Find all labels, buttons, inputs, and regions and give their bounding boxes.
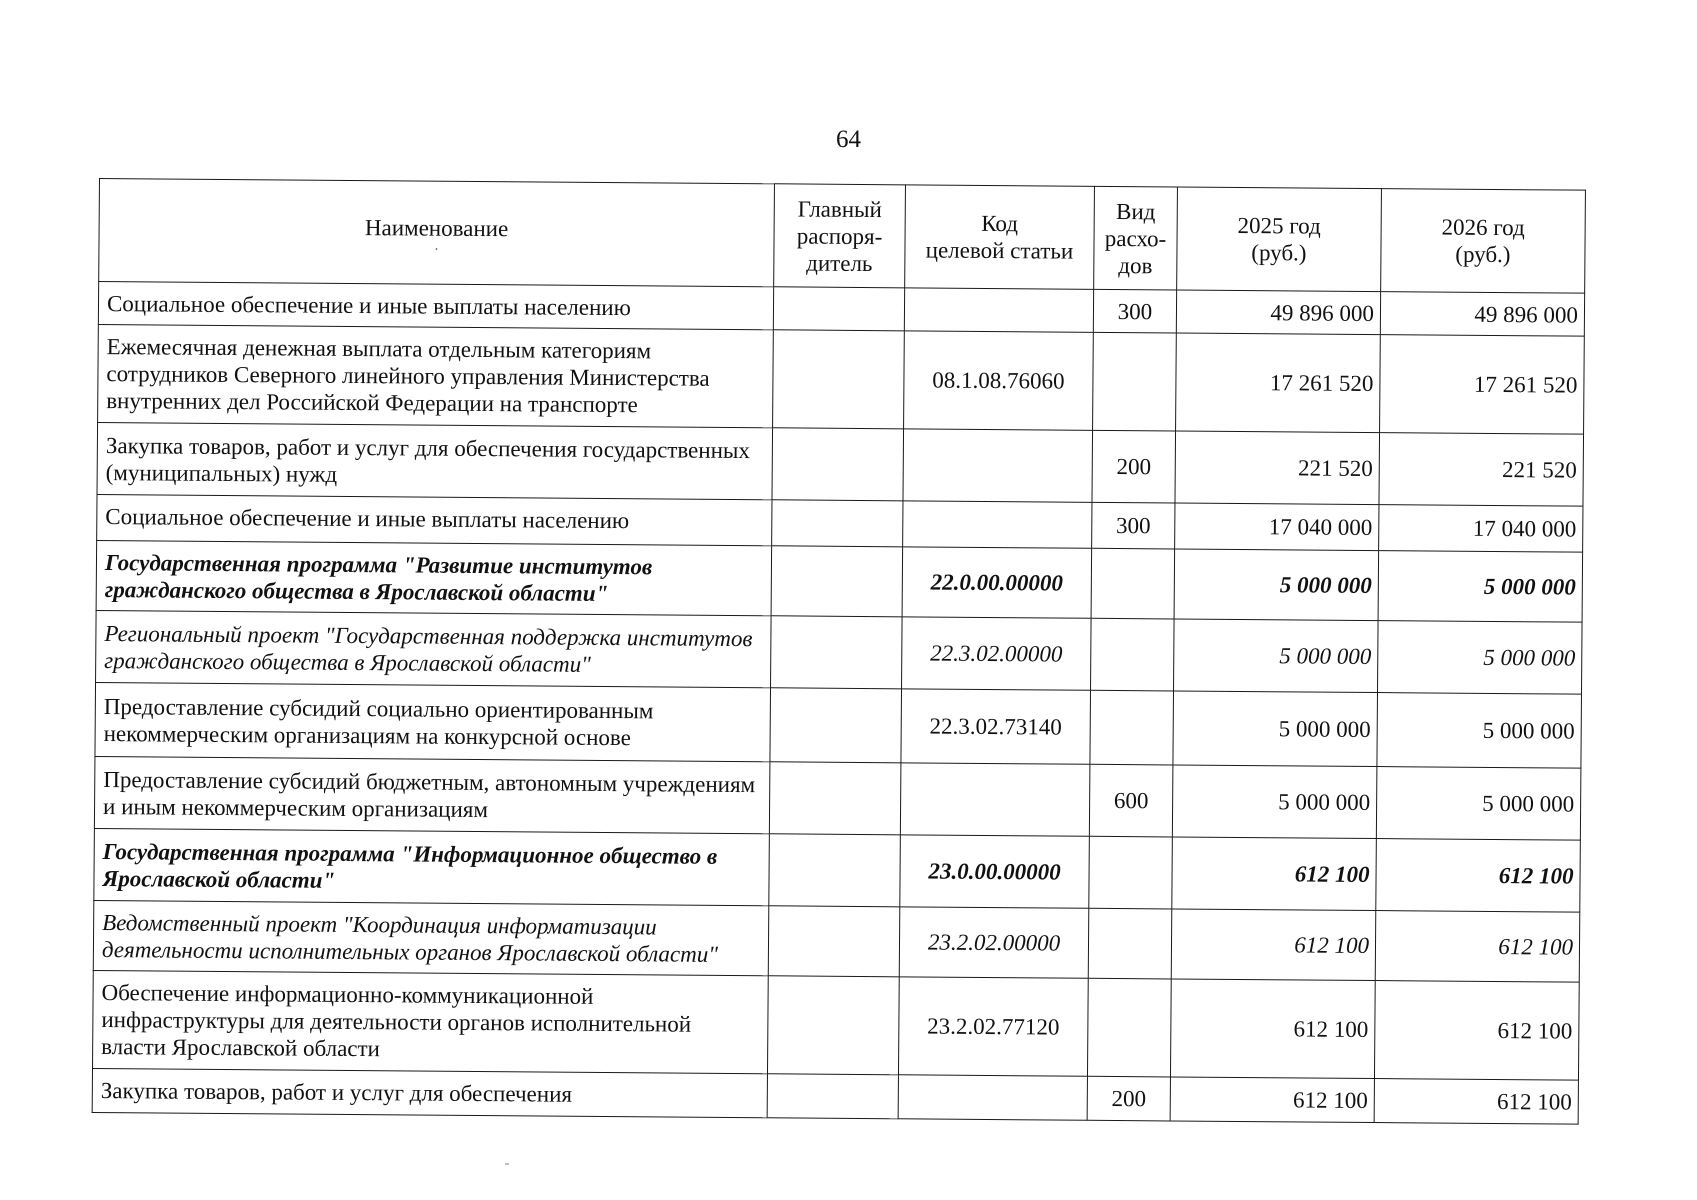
header-chief-administrator [774, 184, 906, 288]
row-2026: 612 100 [1376, 839, 1581, 913]
row-name: Социальное обеспечение и иные выплаты населению [97, 494, 772, 545]
row-chief-administrator [769, 762, 901, 835]
row-kind: 200 [1092, 430, 1176, 503]
row-2025: 221 520 [1175, 431, 1380, 505]
row-name: Государственная программа "Информационное общество в Ярославской области" [94, 828, 770, 905]
row-2026: 17 261 520 [1380, 335, 1585, 435]
table-row [94, 828, 1581, 912]
row-code: 08.1.08.76060 [904, 331, 1094, 430]
row-kind [1091, 618, 1175, 691]
row-2025: 612 100 [1170, 1077, 1374, 1123]
table-row [94, 756, 1581, 840]
row-code [900, 763, 1090, 836]
scan-dot: . [434, 238, 439, 254]
row-2025: 612 100 [1171, 909, 1376, 981]
header-kind-line3: дов [1118, 252, 1153, 278]
row-2025: 612 100 [1170, 979, 1375, 1079]
budget-table [92, 178, 1586, 1125]
row-code: 22.3.02.00000 [902, 617, 1092, 690]
row-chief-administrator [773, 287, 904, 331]
row-chief-administrator [771, 546, 903, 617]
row-chief-administrator [772, 500, 903, 547]
page-number: 64 [836, 126, 861, 153]
row-name: Государственная программа "Развитие институтов гражданского общества в Ярославской области" [96, 540, 772, 615]
row-kind [1088, 908, 1172, 979]
row-2026: 49 896 000 [1380, 292, 1584, 337]
header-name-label: Наименование [364, 214, 509, 241]
row-2025: 49 896 000 [1176, 290, 1380, 335]
row-code: 22.0.00.00000 [902, 547, 1092, 618]
header-2025-line2: (руб.) [1251, 240, 1307, 266]
header-target-code [905, 185, 1095, 289]
header-ro-line3: дитель [806, 250, 873, 276]
row-code: 23.0.00.00000 [900, 835, 1090, 908]
row-2025: 5 000 000 [1172, 765, 1377, 839]
scan-artifact [505, 1163, 509, 1165]
table-row [96, 540, 1583, 622]
row-kind: 200 [1087, 1076, 1170, 1121]
row-code [903, 501, 1092, 548]
row-2025: 5 000 000 [1174, 619, 1379, 693]
row-2026: 5 000 000 [1376, 767, 1581, 841]
row-2025: 17 261 520 [1176, 333, 1381, 433]
table-header-row [99, 179, 1586, 294]
row-chief-administrator [770, 688, 902, 763]
header-kind-line1: Вид [1115, 198, 1156, 224]
row-chief-administrator [773, 330, 905, 429]
row-2026: 612 100 [1374, 1079, 1578, 1125]
header-code-line1: Код [981, 210, 1019, 237]
row-kind: 300 [1093, 289, 1176, 333]
header-code-line2: целевой статьи [925, 237, 1074, 264]
table-row [98, 324, 1585, 434]
table-row [97, 422, 1584, 506]
row-code: 23.2.02.00000 [899, 907, 1089, 978]
row-kind [1090, 690, 1174, 765]
header-2026-line2: (руб.) [1455, 241, 1511, 268]
header-name [99, 179, 775, 287]
row-2026: 221 520 [1379, 433, 1584, 507]
row-kind [1089, 836, 1173, 909]
row-chief-administrator [769, 834, 901, 907]
row-2025: 612 100 [1172, 837, 1377, 911]
table-row [93, 900, 1580, 982]
row-name: Ежемесячная денежная выплата отдельным категориям сотрудников Северного линейного управления Министерства внутренних дел Российской Федерации на транспорте [98, 324, 774, 427]
row-code [903, 429, 1093, 502]
row-2025: 5 000 000 [1174, 549, 1379, 621]
header-expense-type [1094, 186, 1178, 290]
row-2026: 612 100 [1375, 911, 1580, 983]
table-row [95, 682, 1582, 768]
row-kind [1087, 978, 1171, 1077]
row-name: Предоставление субсидий бюджетным, автономным учреждениям и иным некоммерческим организациям [94, 756, 770, 833]
row-name: Социальное обеспечение и иные выплаты населению [98, 282, 773, 330]
header-kind-line2: расхо- [1104, 225, 1167, 251]
header-year-2026 [1381, 189, 1586, 294]
row-kind [1093, 332, 1177, 431]
row-kind: 600 [1089, 764, 1173, 837]
row-2026: 5 000 000 [1377, 621, 1582, 695]
header-ro-line1: Главный [797, 195, 882, 222]
row-2026: 5 000 000 [1377, 693, 1582, 769]
row-2026: 612 100 [1374, 981, 1579, 1081]
header-2026-line1: 2026 год [1441, 214, 1525, 241]
row-name: Обеспечение информационно-коммуникационной инфраструктуры для деятельности органов исполнительной власти Ярославской области [93, 970, 769, 1073]
row-name: Ведомственный проект "Координация информатизации деятельности исполнительных органов Ярославской области" [93, 900, 769, 975]
header-ro-line2: распоря- [796, 222, 883, 249]
row-kind [1091, 548, 1175, 619]
row-code: 23.2.02.77120 [898, 977, 1088, 1076]
row-name: Региональный проект "Государственная поддержка институтов гражданского общества в Ярославской области" [96, 610, 772, 687]
row-2025: 5 000 000 [1173, 691, 1378, 767]
row-name: Закупка товаров, работ и услуг для обеспечения государственных (муниципальных) нужд [97, 422, 773, 499]
row-name: Закупка товаров, работ и услуг для обеспечения [92, 1068, 767, 1117]
row-code [898, 1075, 1087, 1120]
row-chief-administrator [771, 616, 903, 689]
budget-table-container [92, 178, 1585, 1125]
row-chief-administrator [767, 1074, 898, 1119]
row-chief-administrator [768, 906, 900, 977]
row-code [904, 288, 1093, 332]
row-code: 22.3.02.73140 [901, 689, 1091, 764]
row-2026: 5 000 000 [1378, 551, 1583, 623]
row-2026: 17 040 000 [1379, 505, 1583, 553]
row-chief-administrator [767, 976, 899, 1075]
row-2025: 17 040 000 [1175, 503, 1379, 551]
header-year-2025 [1177, 187, 1382, 292]
row-chief-administrator [772, 428, 904, 501]
table-row [93, 970, 1580, 1080]
row-name: Предоставление субсидий социально ориентированным некоммерческим организациям на конкурсной основе [95, 682, 771, 761]
table-row [96, 610, 1583, 694]
header-2025-line1: 2025 год [1237, 212, 1321, 239]
row-kind: 300 [1092, 502, 1175, 549]
